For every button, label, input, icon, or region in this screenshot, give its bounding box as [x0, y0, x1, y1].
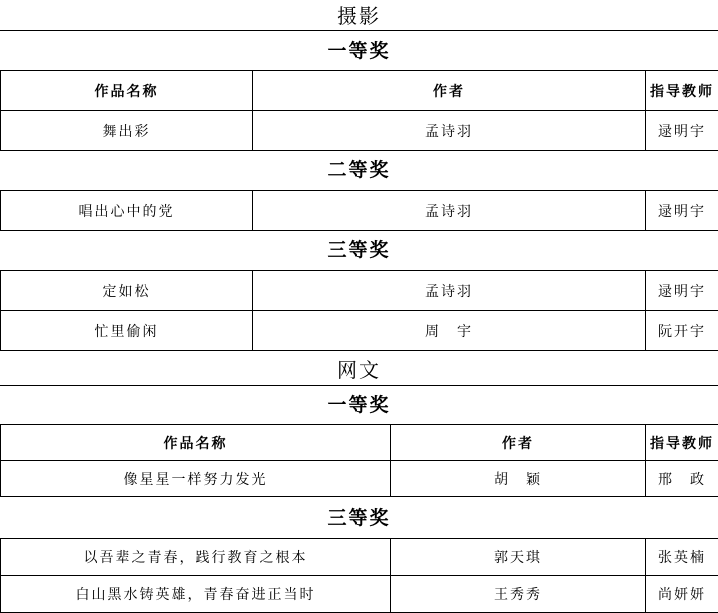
award-label-photo-second: 二等奖	[327, 159, 391, 181]
cell-advisor: 阮开宇	[646, 311, 718, 351]
table-row	[1, 311, 718, 351]
award-label-photo-first: 一等奖	[327, 40, 391, 62]
photo-third-table	[0, 270, 718, 351]
section-title-essay: 网文	[337, 358, 381, 382]
cell-work: 定如松	[1, 271, 253, 311]
cell-advisor: 逯明宇	[646, 111, 718, 151]
cell-work: 唱出心中的党	[1, 191, 253, 231]
cell-author: 孟诗羽	[253, 271, 646, 311]
cell-author: 王秀秀	[391, 576, 646, 613]
cell-author: 孟诗羽	[253, 111, 646, 151]
header-work: 作品名称	[1, 425, 391, 461]
cell-work: 忙里偷闲	[1, 311, 253, 351]
divider	[0, 30, 718, 31]
header-author: 作者	[391, 425, 646, 461]
photo-first-table	[0, 70, 718, 151]
table-row	[1, 191, 718, 231]
cell-work: 白山黑水铸英雄，青春奋进正当时	[1, 576, 391, 613]
cell-author: 胡 颖	[391, 461, 646, 497]
cell-work: 以吾辈之青春，践行教育之根本	[1, 539, 391, 576]
table-header-row	[1, 425, 718, 461]
cell-work: 像星星一样努力发光	[1, 461, 391, 497]
award-label-essay-first: 一等奖	[327, 394, 391, 416]
award-label-photo-third: 三等奖	[327, 239, 391, 261]
award-label-essay-third: 三等奖	[327, 507, 391, 529]
header-work: 作品名称	[1, 71, 253, 111]
cell-advisor: 逯明宇	[646, 271, 718, 311]
header-author: 作者	[253, 71, 646, 111]
cell-advisor: 张英楠	[646, 539, 718, 576]
cell-author: 周 宇	[253, 311, 646, 351]
table-header-row	[1, 71, 718, 111]
cell-advisor: 邢 政	[646, 461, 718, 497]
divider	[0, 385, 718, 386]
header-advisor: 指导教师	[646, 425, 718, 461]
table-row	[1, 576, 718, 613]
cell-advisor: 逯明宇	[646, 191, 718, 231]
table-row	[1, 111, 718, 151]
photo-second-table	[0, 190, 718, 231]
essay-third-table	[0, 538, 718, 613]
cell-author: 孟诗羽	[253, 191, 646, 231]
section-title-photo: 摄影	[337, 4, 381, 28]
table-row	[1, 539, 718, 576]
essay-first-table	[0, 424, 718, 497]
cell-author: 郭天琪	[391, 539, 646, 576]
cell-work: 舞出彩	[1, 111, 253, 151]
table-row	[1, 461, 718, 497]
table-row	[1, 271, 718, 311]
header-advisor: 指导教师	[646, 71, 718, 111]
cell-advisor: 尚妍妍	[646, 576, 718, 613]
